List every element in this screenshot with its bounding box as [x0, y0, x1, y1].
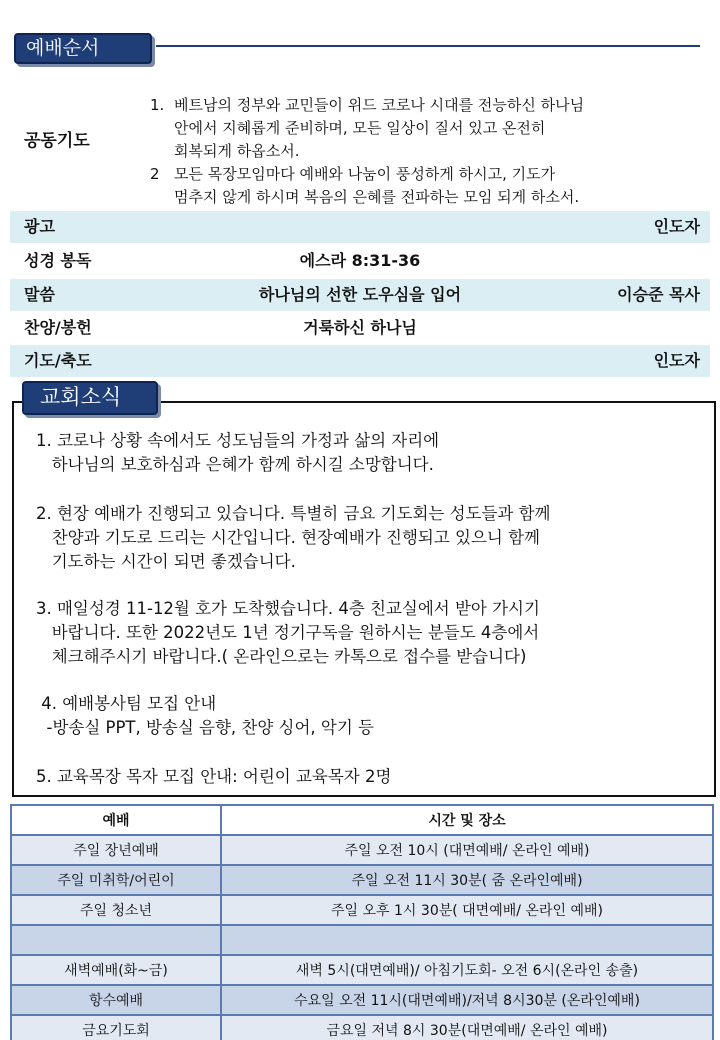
prayer-line: 베트남의 정부와 교민들이 위드 코로나 시대를 전능하신 하나님	[174, 96, 585, 114]
table-row	[11, 955, 713, 985]
order-row-praise-offering	[10, 312, 710, 344]
service-time: 주일 오전 11시 30분( 줌 온라인예배)	[221, 865, 713, 895]
header-divider	[156, 45, 700, 47]
table-row	[11, 925, 713, 955]
prayer-item	[150, 94, 710, 163]
news-item: 4. 예배봉사팀 모집 안내 -방송실 PPT, 방송실 음향, 찬양 싱어, 악기 등	[41, 694, 374, 737]
order-row-scripture	[10, 245, 710, 277]
order-row-label: 성경 봉독	[24, 251, 92, 270]
table-row	[11, 1015, 713, 1040]
prayer-line: 안에서 지혜롭게 준비하며, 모든 일상이 질서 있고 온전히	[174, 119, 546, 137]
order-row-content: 거룩하신 하나님	[303, 318, 417, 337]
table-header-time-place: 시간 및 장소	[221, 805, 713, 835]
prayer-line: 멈추지 않게 하시며 복음의 은혜를 전파하는 모임 되게 하소서.	[174, 188, 580, 206]
section-title-church-news: 교회소식	[22, 381, 158, 415]
prayer-line: 모든 목장모임마다 예배와 나눔이 풍성하게 하시고, 기도가	[174, 165, 556, 183]
order-row-label: 말씀	[24, 285, 55, 304]
section-title-worship-order: 예배순서	[14, 33, 152, 64]
order-row-label: 기도/축도	[24, 351, 92, 370]
service-name: 주일 미취학/어린이	[11, 865, 221, 895]
order-row-label: 찬양/봉헌	[24, 318, 92, 337]
service-name: 금요기도회	[11, 1015, 221, 1040]
news-item: 5. 교육목장 목자 모집 안내: 어린이 교육목자 2명	[36, 767, 392, 786]
service-name: 주일 장년예배	[11, 835, 221, 865]
news-item: 1. 코로나 상황 속에서도 성도님들의 가정과 삶의 자리에 하나님의 보호하심과 은혜가 함께 하시길 소망합니다.	[36, 431, 440, 474]
table-header-row	[11, 805, 713, 835]
order-row-sermon	[10, 279, 710, 311]
prayer-item-number: 1.	[150, 96, 165, 114]
order-row-label: 광고	[24, 217, 55, 236]
prayer-item	[150, 163, 710, 209]
prayer-item-number: 2	[150, 165, 160, 183]
news-item: 2. 현장 예배가 진행되고 있습니다. 특별히 금요 기도회는 성도들과 함께 찬양과 기도로 드리는 시간입니다. 현장예배가 진행되고 있으니 함께 기도하는 시간이 되면 좋겠습니다.	[36, 504, 551, 571]
prayer-line: 회복되게 하옵소서.	[174, 142, 300, 160]
service-time: 주일 오후 1시 30분( 대면예배/ 온라인 예배)	[221, 895, 713, 925]
order-row-content: 하나님의 선한 도우심을 입어	[258, 285, 462, 304]
table-row	[11, 895, 713, 925]
table-header-service: 예배	[11, 805, 221, 835]
order-row-announcements	[10, 211, 710, 243]
order-row-content: 에스라 8:31-36	[299, 251, 421, 270]
table-row	[11, 985, 713, 1015]
service-name	[11, 925, 221, 955]
table-row	[11, 865, 713, 895]
table-row	[11, 835, 713, 865]
order-row-leader: 인도자	[653, 217, 700, 236]
service-time: 금요일 저녁 8시 30분(대면예배/ 온라인 예배)	[221, 1015, 713, 1040]
service-time	[221, 925, 713, 955]
service-name: 새벽예배(화~금)	[11, 955, 221, 985]
service-time: 주일 오전 10시 (대면예배/ 온라인 예배)	[221, 835, 713, 865]
service-name: 항수예배	[11, 985, 221, 1015]
service-schedule-table	[10, 804, 714, 1040]
order-row-leader: 인도자	[653, 351, 700, 370]
order-row-leader: 이승준 목사	[617, 285, 700, 304]
service-time: 새벽 5시(대면예배)/ 아침기도회- 오전 6시(온라인 송출)	[221, 955, 713, 985]
prayer-list	[150, 94, 710, 209]
service-time: 수요일 오전 11시(대면예배)/저녁 8시30분 (온라인예배)	[221, 985, 713, 1015]
service-name: 주일 청소년	[11, 895, 221, 925]
prayer-label: 공동기도	[24, 131, 90, 151]
order-row-benediction	[10, 345, 710, 377]
news-item: 3. 매일성경 11-12월 호가 도착했습니다. 4층 친교실에서 받아 가시기 바랍니다. 또한 2022년도 1년 정기구독을 원하시는 분들도 4층에서 체크해주시기 바랍니다.( 온라인으로는 카톡으로 접수를 받습니다)	[36, 599, 540, 666]
